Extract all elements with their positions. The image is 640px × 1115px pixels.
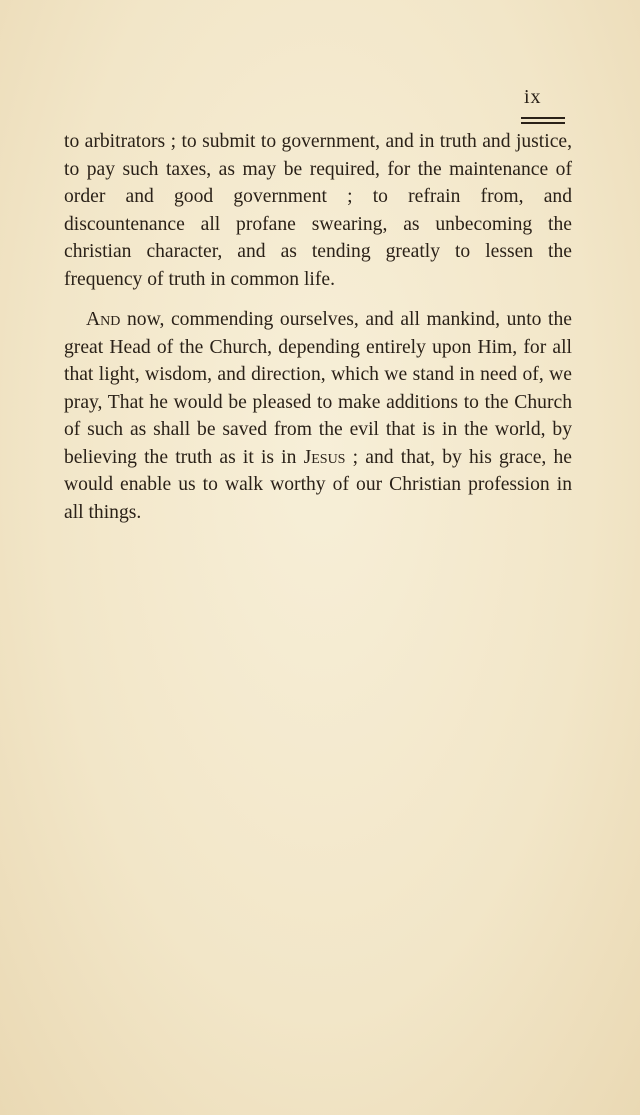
page-number: ix [524,86,542,108]
paragraph-2-lead: And [86,309,121,330]
header-rule-top [521,117,565,119]
paragraph-2 [64,306,572,526]
body-text [64,128,572,526]
paragraph-1: to arbitrators ; to submit to government, and in truth and justice, to pay such taxes, as may be required, for the maintenance of order and good government ; to refrain from, and discountenance all profane swearing, as unbecoming the christian character, and as tending greatly to lessen the frequency of truth in common life. [64,131,572,290]
paragraph-2-part1: now, commending ourselves, and all mankind, unto the great Head of the Church, depending entirely upon Him, for all that light, wisdom, and direction, which we stand in need of, we pray, That he would be pleased to make additions to the Church of such as shall be saved from the evil that is in the world, by believing the truth as it is in [64,309,572,468]
paragraph-2-name: Jesus [303,446,346,468]
paragraph-2-part2: ; and that, by his grace, he would enable us to walk worthy of our Christian profession in all things. [64,446,572,523]
header-rule-bottom [521,122,565,124]
